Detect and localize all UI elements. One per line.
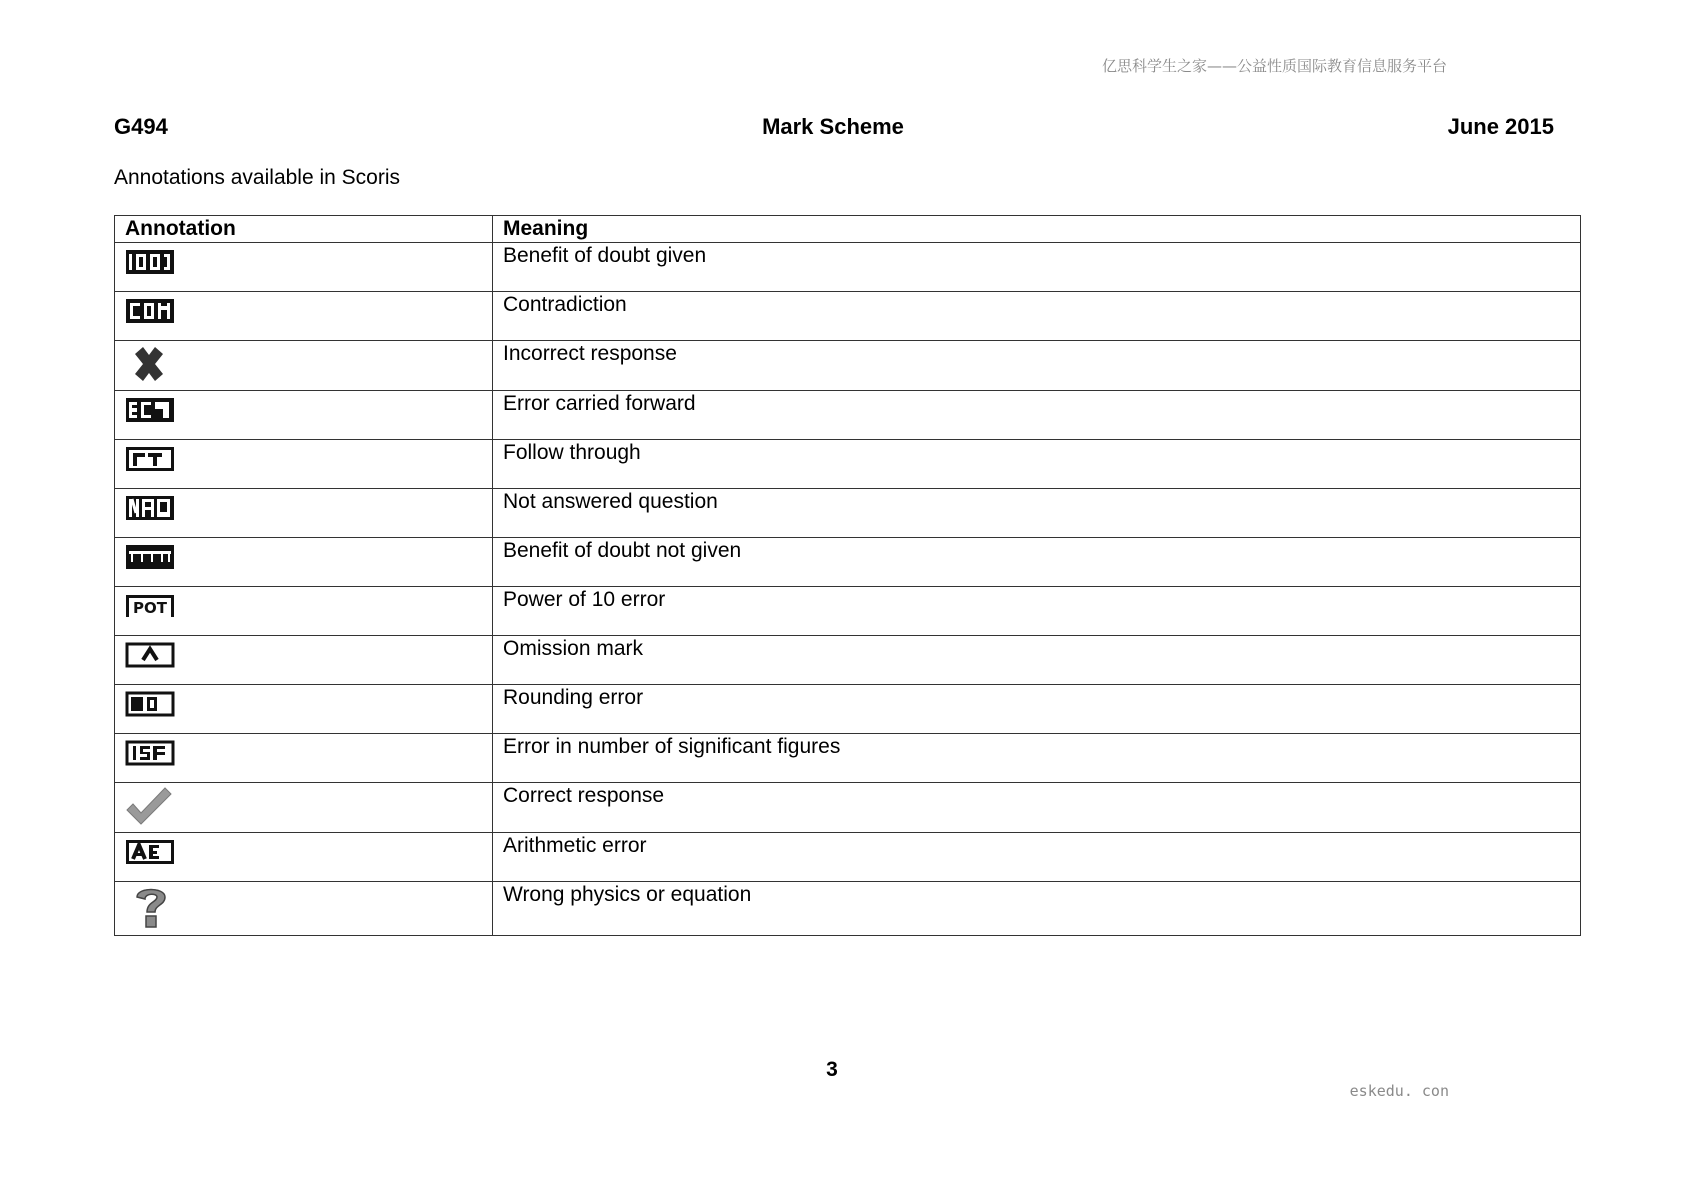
annotation-cell (115, 440, 493, 489)
table-row (115, 341, 1581, 391)
naq-icon (125, 495, 175, 521)
nbod-icon (125, 544, 175, 570)
meaning-cell: Rounding error (493, 685, 1581, 734)
ft-icon (125, 446, 175, 472)
paper-code: G494 (114, 114, 168, 139)
meaning-cell: Power of 10 error (493, 587, 1581, 636)
meaning-cell: Incorrect response (493, 341, 1581, 391)
annotation-cell (115, 783, 493, 833)
table-row (115, 882, 1581, 936)
page-number: 3 (826, 1058, 838, 1081)
question-icon (131, 885, 171, 929)
table-row (115, 636, 1581, 685)
meaning-cell: Omission mark (493, 636, 1581, 685)
annotation-cell (115, 587, 493, 636)
table-row (115, 489, 1581, 538)
annotation-cell (115, 341, 493, 391)
meaning-cell: Follow through (493, 440, 1581, 489)
pot-icon (125, 593, 175, 619)
annotation-cell (115, 538, 493, 587)
tick-icon (125, 786, 173, 826)
annotation-cell (115, 292, 493, 341)
meaning-cell: Wrong physics or equation (493, 882, 1581, 936)
meaning-cell: Error in number of significant figures (493, 734, 1581, 783)
cross-icon (129, 344, 169, 384)
watermark-top: 亿思科学生之家——公益性质国际教育信息服务平台 (1101, 57, 1447, 75)
annotation-cell (115, 391, 493, 440)
omission-icon (125, 642, 175, 668)
page-header (114, 114, 1554, 144)
column-header-meaning: Meaning (493, 216, 1581, 243)
meaning-cell: Benefit of doubt given (493, 243, 1581, 292)
annotation-cell (115, 833, 493, 882)
sf-icon (125, 740, 175, 766)
meaning-cell: Correct response (493, 783, 1581, 833)
table-row (115, 783, 1581, 833)
intro-text: Annotations available in Scoris (114, 166, 401, 189)
meaning-cell: Not answered question (493, 489, 1581, 538)
annotation-cell (115, 243, 493, 292)
table-row (115, 391, 1581, 440)
table-row (115, 440, 1581, 489)
meaning-cell: Benefit of doubt not given (493, 538, 1581, 587)
re-icon (125, 691, 175, 717)
ecf-icon (125, 397, 175, 423)
svg-text:POT: POT (133, 599, 167, 617)
table-header-row (115, 216, 1581, 243)
annotation-cell (115, 734, 493, 783)
meaning-cell: Error carried forward (493, 391, 1581, 440)
annotation-cell (115, 489, 493, 538)
ae-icon (125, 839, 175, 865)
table-row (115, 292, 1581, 341)
annotation-cell (115, 882, 493, 936)
table-row (115, 587, 1581, 636)
table-row (115, 243, 1581, 292)
meaning-cell: Contradiction (493, 292, 1581, 341)
bod-icon (125, 249, 175, 275)
annotation-cell (115, 636, 493, 685)
document-title: Mark Scheme (762, 114, 904, 139)
table-row (115, 685, 1581, 734)
annotation-cell (115, 685, 493, 734)
table-row (115, 538, 1581, 587)
table-row (115, 833, 1581, 882)
table-row (115, 734, 1581, 783)
column-header-annotation: Annotation (115, 216, 493, 243)
meaning-cell: Arithmetic error (493, 833, 1581, 882)
annotations-table (114, 215, 1581, 936)
con-icon (125, 298, 175, 324)
watermark-bottom: eskedu. con (1349, 1082, 1449, 1100)
exam-date: June 2015 (1447, 114, 1554, 139)
